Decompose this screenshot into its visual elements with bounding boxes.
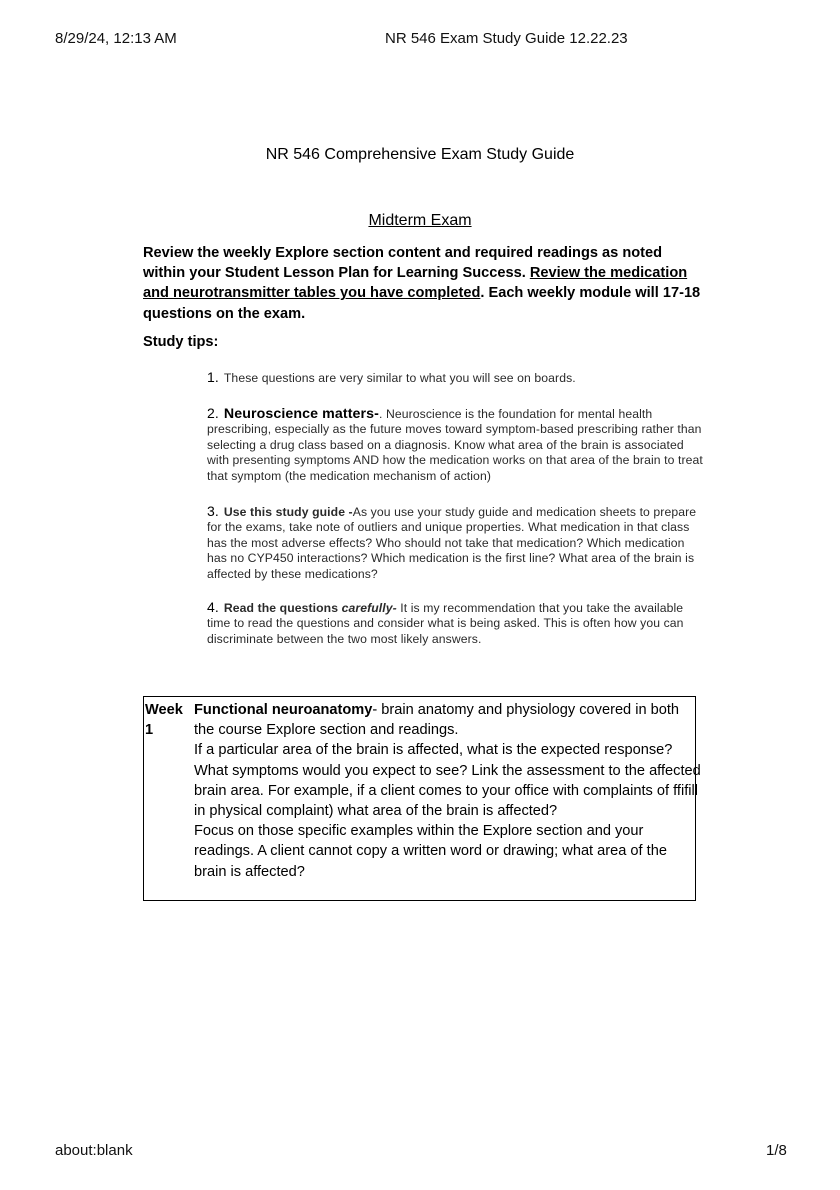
week-topic-rest: - brain anatomy and physiology covered in both the course Explore section and readings.: [194, 702, 680, 739]
print-url: about:blank: [55, 1142, 133, 1159]
week-topic-line: [194, 700, 702, 740]
week-content: [194, 700, 702, 882]
tip-number: 2.: [207, 405, 219, 421]
tip-lead: Read the questions: [223, 601, 342, 615]
study-tip-4: [207, 600, 707, 647]
print-doc-title: NR 546 Exam Study Guide 12.22.23: [385, 30, 628, 47]
study-tip-2: [207, 406, 707, 484]
page-number: 1/8: [766, 1142, 787, 1159]
intro-text-2: . Each weekly module will 17-18 questions on the exam.: [143, 285, 701, 322]
study-tips-label: Study tips:: [143, 334, 219, 350]
week-topic: Functional neuroanatomy: [194, 702, 373, 718]
tip-text: . Neuroscience is the foundation for mental health prescribing, especially as the future moves toward symptom-based prescribing rather than selecting a drug class based on a diagnosis. Know what area of the brain is associated with presenting symptoms AND how the medication works on that area of the brain to treat that symptom (the medication mechanism of action): [207, 407, 703, 483]
week-question: Focus on those specific examples within the Explore section and your readings. A client cannot copy a written word or drawing; what area of the brain is affected?: [194, 823, 667, 880]
tip-number: 1.: [207, 369, 219, 385]
intro-underlined-text: Review the medication and neurotransmitter tables you have completed: [143, 265, 688, 302]
tip-text: It is my recommendation that you take the available time to read the questions and consider what is being asked. This is often how you can discriminate between the two most likely answers.: [207, 601, 684, 646]
study-tip-3: [207, 504, 707, 582]
section-title-text: Midterm Exam: [368, 212, 472, 229]
study-tip-1: [207, 370, 707, 386]
intro-text-1: Review the weekly Explore section content and required readings as noted within your Student Lesson Plan for Learning Success.: [143, 245, 663, 282]
print-datetime: 8/29/24, 12:13 AM: [55, 30, 177, 47]
tip-lead-italic: carefully-: [341, 601, 397, 615]
week-1-table: [143, 696, 701, 901]
tip-lead: Use this study guide -: [223, 505, 353, 519]
section-title: [0, 212, 840, 230]
tip-number: 4.: [207, 599, 219, 615]
tip-text: As you use your study guide and medication sheets to prepare for the exams, take note of outliers and unique properties. What medication in that class has the most adverse effects? Who should not take that medication? Which medication has no CYP450 interactions? Which medication is the first line? What area of the brain is affected by these medications?: [207, 505, 697, 581]
week-label: Week 1: [145, 702, 183, 738]
week-question: If a particular area of the brain is affected, what is the expected response?: [194, 742, 673, 759]
week-question: What symptoms would you expect to see? Link the assessment to the affected brain area. For example, if a client comes to your office with complaints of ffifill in physical complaint) what area of the brain is affected?: [194, 762, 701, 820]
tip-number: 3.: [207, 503, 219, 519]
page-title: NR 546 Comprehensive Exam Study Guide: [265, 146, 575, 163]
intro-paragraph: [143, 243, 703, 324]
tip-text: These questions are very similar to what you will see on boards.: [223, 371, 576, 385]
tip-lead: Neuroscience matters-: [223, 406, 379, 422]
